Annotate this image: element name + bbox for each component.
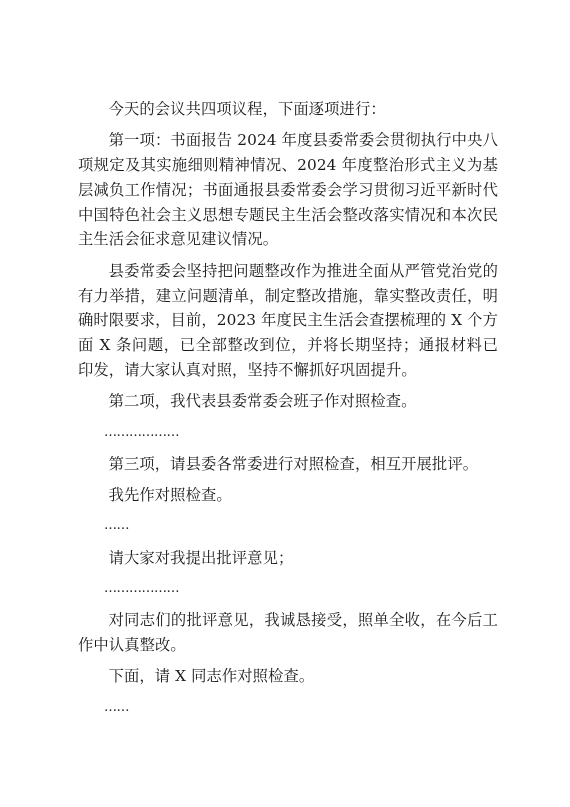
ellipsis-line: ……	[104, 699, 129, 715]
paragraph-intro: 今天的会议共四项议程，下面逐项进行：	[108, 100, 386, 118]
paragraph-accept-criticism: 对同志们的批评意见，我诚恳接受，照单全收，在今后工作中认真整改。	[78, 611, 498, 655]
paragraph-item-2: 第二项，我代表县委常委会班子作对照检查。	[108, 392, 417, 411]
document-body	[78, 97, 498, 727]
ellipsis-line: ……	[104, 518, 129, 534]
paragraph-self-check: 我先作对照检查。	[108, 486, 232, 505]
paragraph-item-3: 第三项，请县委各常委进行对照检查，相互开展批评。	[108, 454, 479, 473]
ellipsis-line: ………………	[104, 424, 179, 440]
paragraph-next-comrade: 下面，请 X 同志作对照检查。	[108, 667, 315, 686]
paragraph-rectification: 县委常委会坚持把问题整改作为推进全面从严管党治党的有力举措，建立问题清单，制定整改措施，靠实整改责任，明确时限要求，目前，2023 年度民主生活会查摆梳理的 X 个方面 X 条问题，已全部整改到位，并将长期坚持；通报材料已印发，请大家认真对照，坚持不懈抓好巩固提升。	[78, 261, 498, 379]
paragraph-item-1: 第一项：书面报告 2024 年度县委常委会贯彻执行中央八项规定及其实施细则精神情况、2024 年度整治形式主义为基层减负工作情况；书面通报县委常委会学习贯彻习近平新时代中国特色社会主义思想专题民主生活会整改落实情况和本次民主生活会征求意见建议情况。	[78, 131, 498, 249]
ellipsis-line: ………………	[104, 581, 179, 597]
paragraph-request-criticism: 请大家对我提出批评意见；	[108, 548, 294, 567]
